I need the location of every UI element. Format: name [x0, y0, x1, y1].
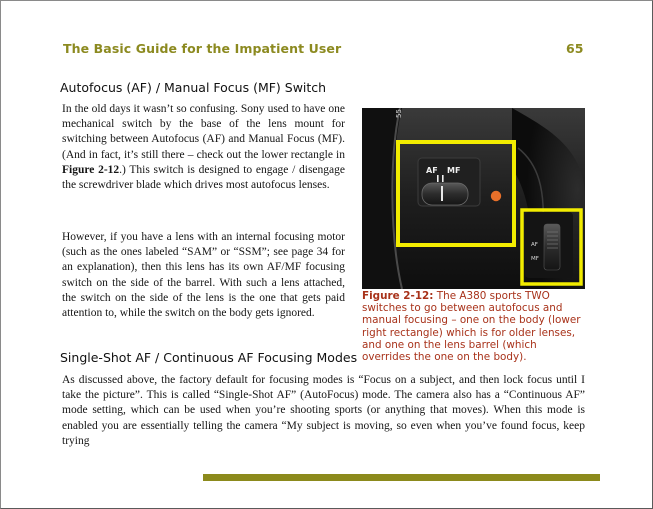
running-header: The Basic Guide for the Impatient User: [63, 41, 342, 56]
mf-tick: [442, 175, 444, 182]
paragraph-text: .) This switch is designed to engage / disengage the screwdriver blade which drives most autofocus lenses.: [62, 163, 345, 192]
lens-release-dot: [491, 191, 501, 201]
section-heading-focusing-modes: Single-Shot AF / Continuous AF Focusing Modes: [60, 350, 358, 365]
paragraph-focusing-modes: As discussed above, the factory default for focusing modes is “Focus on a subject, and then lock focus until I take the picture”. This is called “Single-Shot AF” (AutoFocus) mode. The camera also has a “Continuous AF” mode setting, which can be used when you’re shooting sports (or anything that moves). When this mode is enabled you are essentially telling the camera “My subject is moving, so even when you’ve found focus, keep trying: [62, 374, 585, 447]
section-heading-af-mf-switch: Autofocus (AF) / Manual Focus (MF) Switch: [60, 80, 327, 95]
lens-mf-label: MF: [531, 256, 539, 262]
page-number: 65: [566, 41, 584, 56]
lens-af-label: AF: [531, 242, 538, 248]
figure-reference: Figure 2-12: [62, 163, 120, 176]
mf-label: MF: [447, 166, 461, 175]
paragraph-af-history: [62, 102, 345, 193]
af-tick: [437, 175, 439, 182]
camera-photo: [362, 108, 585, 289]
paragraph-lens-switch: However, if you have a lens with an internal focusing motor (such as the ones labeled “SAM” or “SSM”; see page 34 for an explanation), then this lens has its own AF/MF focusing switch on the side of the barrel. With such a lens attached, the switch on the side of the lens is the one that gets paid attention to, while the switch on the body gets ignored.: [62, 231, 345, 320]
caption-label: Figure 2-12:: [362, 290, 434, 302]
af-mf-switch-toggle: [422, 183, 468, 205]
switch-indicator-line: [441, 186, 443, 201]
af-label: AF: [426, 166, 438, 175]
lens-number-label: 55: [395, 109, 403, 118]
body-focus-switch: [544, 224, 560, 270]
paragraph-text: In the old days it wasn’t so confusing. Sony used to have one mechanical switch by the base of the lens mount for switching between Autofocus (AF) and Manual Focus (MF). (And in fact, it’s still there – check out the lower rectangle in: [62, 103, 345, 161]
figure-caption: [362, 290, 588, 363]
caption-text: The A380 sports TWO switches to go between autofocus and manual focusing – one on the body (lower right rectangle) which is for older lenses, and one on the lens barrel (which overrides the one on the body).: [362, 290, 581, 364]
footer-rule: [203, 474, 600, 481]
figure-camera-photo: [362, 108, 585, 289]
